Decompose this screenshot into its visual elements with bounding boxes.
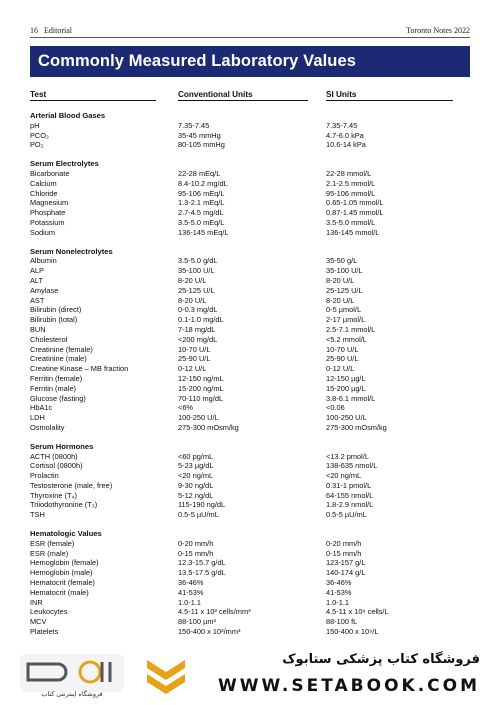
table-row xyxy=(30,539,470,549)
si-value: 95-106 mmol/L xyxy=(326,188,376,198)
table-row xyxy=(30,276,470,286)
test-name: HbA1c xyxy=(30,403,53,413)
section-title: Serum Nonelectrolytes xyxy=(30,246,113,256)
test-name: Bilirubin (direct) xyxy=(30,305,82,315)
conventional-value: 4.5-11 x 10³ cells/mm³ xyxy=(178,607,251,617)
si-value: 0-12 U/L xyxy=(326,364,355,374)
test-name: ACTH (0800h) xyxy=(30,451,78,461)
table-section xyxy=(30,111,470,150)
conventional-value: 7-18 mg/dL xyxy=(178,324,216,334)
table-row xyxy=(30,266,470,276)
conventional-value: 8.4-10.2 mg/dL xyxy=(178,178,228,188)
table-row xyxy=(30,423,470,433)
conventional-value: 2.7-4.5 mg/dL xyxy=(178,208,224,218)
conventional-value: 70-110 mg/dL xyxy=(178,393,224,403)
test-name: ALP xyxy=(30,266,44,276)
conventional-value: 1.0-1.1 xyxy=(178,597,202,607)
si-value: 0-20 mm/h xyxy=(326,538,362,548)
table-row xyxy=(30,568,470,578)
test-name: AST xyxy=(30,295,45,305)
conventional-value: 0.5-5 µU/mL xyxy=(178,510,219,520)
si-value: 100-250 U/L xyxy=(326,413,367,423)
conventional-value: <60 pg/mL xyxy=(178,451,214,461)
si-value: 25-90 U/L xyxy=(326,354,359,364)
conventional-value: 10-70 U/L xyxy=(178,344,211,354)
table-row xyxy=(30,510,470,520)
chevron-logo-icon xyxy=(143,656,189,701)
header-divider xyxy=(30,37,470,38)
table-row xyxy=(30,198,470,208)
test-name: Phosphate xyxy=(30,208,66,218)
si-value: 123-157 g/L xyxy=(326,558,366,568)
section-title: Serum Hormones xyxy=(30,441,94,451)
table-row xyxy=(30,286,470,296)
conventional-value: 41-53% xyxy=(178,587,204,597)
table-row xyxy=(30,169,470,179)
column-header-row xyxy=(30,90,470,102)
test-name: PO₂ xyxy=(30,140,44,150)
table-row xyxy=(30,461,470,471)
logo-tagline: فروشگاه اینترنتی کتاب xyxy=(41,691,103,698)
conventional-value: 35-100 U/L xyxy=(178,266,215,276)
test-name: ESR (female) xyxy=(30,538,75,548)
table-row xyxy=(30,305,470,315)
table-row xyxy=(30,345,470,355)
conventional-value: 35-45 mmHg xyxy=(178,130,221,140)
table-row xyxy=(30,403,470,413)
column-header-conventional: Conventional Units xyxy=(178,90,308,101)
si-value: <13.2 pmol/L xyxy=(326,451,369,461)
running-header xyxy=(30,26,470,35)
table-row xyxy=(30,179,470,189)
si-value: 0-5 µmol/L xyxy=(326,305,362,315)
test-name: Thyroxine (T₄) xyxy=(30,490,77,500)
conventional-value: <6% xyxy=(178,403,193,413)
table-row xyxy=(30,558,470,568)
test-name: Chloride xyxy=(30,188,58,198)
table-row xyxy=(30,481,470,491)
test-name: Ferritin (female) xyxy=(30,373,83,383)
conventional-value: 275-300 mOsm/kg xyxy=(178,422,239,432)
si-value: 138-635 nmol/L xyxy=(326,461,378,471)
table-section xyxy=(30,159,470,237)
si-value: 3.5-5.0 mmol/L xyxy=(326,217,376,227)
test-name: ALT xyxy=(30,275,44,285)
section-title: Arterial Blood Gases xyxy=(30,111,106,120)
table-row xyxy=(30,617,470,627)
table-row xyxy=(30,335,470,345)
si-value: 0.5-5 µU/mL xyxy=(326,510,367,520)
conventional-value: 5-12 ng/dL xyxy=(178,490,214,500)
table-row xyxy=(30,588,470,598)
si-value: <5.2 mmol/L xyxy=(326,334,367,344)
table-body xyxy=(30,111,470,637)
si-value: 36-46% xyxy=(326,578,352,588)
table-row xyxy=(30,325,470,335)
conventional-value: 25-125 U/L xyxy=(178,285,215,295)
si-value: 8-20 U/L xyxy=(326,295,355,305)
si-value: 1.0-1.1 xyxy=(326,597,350,607)
test-name: pH xyxy=(30,120,40,130)
conventional-value: 0.1-1.0 mg/dL xyxy=(178,315,224,325)
si-value: 1.8-2.9 nmol/L xyxy=(326,500,374,510)
conventional-value: 5-23 µg/dL xyxy=(178,461,214,471)
si-value: 8-20 U/L xyxy=(326,275,355,285)
conventional-value: 0-15 mm/h xyxy=(178,548,214,558)
table-row xyxy=(30,384,470,394)
si-value: 136-145 mmol/L xyxy=(326,227,380,237)
conventional-value: 22-28 mEq/L xyxy=(178,168,221,178)
table-row xyxy=(30,256,470,266)
table-row xyxy=(30,374,470,384)
test-name: Albumin xyxy=(30,256,57,266)
test-name: Leukocytes xyxy=(30,607,68,617)
test-name: Hematocrit (female) xyxy=(30,578,95,588)
book-title: Toronto Notes 2022 xyxy=(406,26,470,35)
test-name: Bicarbonate xyxy=(30,168,70,178)
conventional-value: 88-100 µm³ xyxy=(178,617,216,627)
table-row xyxy=(30,394,470,404)
test-name: Sodium xyxy=(30,227,56,237)
test-name: Cortisol (0800h) xyxy=(30,461,83,471)
table-row xyxy=(30,218,470,228)
test-name: Osmolality xyxy=(30,422,65,432)
si-value: 12-150 µg/L xyxy=(326,373,366,383)
si-value: 0.87-1.45 mmol/L xyxy=(326,208,384,218)
test-name: Bilirubin (total) xyxy=(30,315,78,325)
table-row xyxy=(30,578,470,588)
si-value: 41-53% xyxy=(326,587,352,597)
si-value: 0.31-1 pmol/L xyxy=(326,480,372,490)
si-value: <0.06 xyxy=(326,403,345,413)
si-value: 64-155 nmol/L xyxy=(326,490,374,500)
si-value: 140-174 g/L xyxy=(326,568,366,578)
table-row xyxy=(30,491,470,501)
table-row xyxy=(30,140,470,150)
conventional-value: 8-20 U/L xyxy=(178,275,207,285)
test-name: Creatine Kinase – MB fraction xyxy=(30,364,129,374)
si-value: 15-200 µg/L xyxy=(326,383,366,393)
test-name: BUN xyxy=(30,324,46,334)
test-name: Testosterone (male, free) xyxy=(30,480,113,490)
conventional-value: 3.5-5.0 mEq/L xyxy=(178,217,225,227)
conventional-value: 80-105 mmHg xyxy=(178,140,225,150)
table-row xyxy=(30,452,470,462)
conventional-value: 12.3-15.7 g/dL xyxy=(178,558,226,568)
si-value: 10-70 U/L xyxy=(326,344,359,354)
table-row xyxy=(30,354,470,364)
conventional-value: <20 ng/mL xyxy=(178,471,214,481)
table-row xyxy=(30,471,470,481)
conventional-value: 15-200 ng/mL xyxy=(178,383,224,393)
si-value: 275-300 mOsm/kg xyxy=(326,422,387,432)
section-title: Serum Electrolytes xyxy=(30,159,99,169)
si-value: 2-17 µmol/L xyxy=(326,315,366,325)
conventional-value: 0-0.3 mg/dL xyxy=(178,305,218,315)
test-name: Hemoglobin (female) xyxy=(30,558,99,568)
conventional-value: 100-250 U/L xyxy=(178,413,219,423)
store-name: فروشگاه کتاب پزشکی ستابوک xyxy=(282,652,480,667)
column-header-si: SI Units xyxy=(326,90,453,101)
test-name: Hematocrit (male) xyxy=(30,587,89,597)
test-name: Cholesterol xyxy=(30,334,68,344)
column-header-test: Test xyxy=(30,90,156,101)
test-name: Creatinine (male) xyxy=(30,354,87,364)
si-value: 2.5-7.1 mmol/L xyxy=(326,324,376,334)
table-row xyxy=(30,189,470,199)
section-name: Editorial xyxy=(44,26,72,35)
table-row xyxy=(30,131,470,141)
table-row xyxy=(30,364,470,374)
conventional-value: 9-30 ng/dL xyxy=(178,480,214,490)
test-name: TSH xyxy=(30,510,45,520)
lab-values-table xyxy=(30,90,470,637)
test-name: Potassium xyxy=(30,217,65,227)
table-row xyxy=(30,121,470,131)
test-name: Glucose (fasting) xyxy=(30,393,86,403)
conventional-value: 8-20 U/L xyxy=(178,295,207,305)
table-row xyxy=(30,607,470,617)
conventional-value: 150-400 x 10³/mm³ xyxy=(178,627,241,637)
table-row xyxy=(30,500,470,510)
test-name: MCV xyxy=(30,617,47,627)
table-row xyxy=(30,413,470,423)
test-name: Creatinine (female) xyxy=(30,344,93,354)
test-name: PCO₂ xyxy=(30,130,49,140)
test-name: Calcium xyxy=(30,178,57,188)
si-value: 88-100 fL xyxy=(326,617,358,627)
test-name: Hemoglobin (male) xyxy=(30,568,93,578)
table-row xyxy=(30,627,470,637)
si-value: 3.8-6.1 mmol/L xyxy=(326,393,376,403)
conventional-value: 7.35-7.45 xyxy=(178,120,210,130)
test-name: Amylase xyxy=(30,285,59,295)
si-value: 25-125 U/L xyxy=(326,285,363,295)
page-number: 16 xyxy=(30,26,38,35)
si-value: 35-100 U/L xyxy=(326,266,363,276)
si-value: 22-28 mmol/L xyxy=(326,168,372,178)
si-value: 7.35-7.45 xyxy=(326,120,358,130)
si-value: 0-15 mm/h xyxy=(326,548,362,558)
table-row xyxy=(30,208,470,218)
si-value: 10.6-14 kPa xyxy=(326,140,366,150)
running-header-left xyxy=(30,26,72,35)
conventional-value: 13.5-17.5 g/dL xyxy=(178,568,226,578)
conventional-value: 0-20 mm/h xyxy=(178,538,214,548)
si-value: 0.65-1.05 mmol/L xyxy=(326,198,384,208)
table-section xyxy=(30,247,470,433)
conventional-value: 0-12 U/L xyxy=(178,364,207,374)
table-row xyxy=(30,598,470,608)
test-name: Ferritin (male) xyxy=(30,383,76,393)
conventional-value: <200 mg/dL xyxy=(178,334,218,344)
table-row xyxy=(30,228,470,238)
conventional-value: 36-46% xyxy=(178,578,204,588)
page-title: Commonly Measured Laboratory Values xyxy=(38,52,357,70)
si-value: 2.1-2.5 mmol/L xyxy=(326,178,376,188)
test-name: LDH xyxy=(30,413,45,423)
test-name: Platelets xyxy=(30,627,59,637)
conventional-value: 25-90 U/L xyxy=(178,354,211,364)
test-name: ESR (male) xyxy=(30,548,69,558)
conventional-value: 3.5-5.0 g/dL xyxy=(178,256,218,266)
si-value: 35-50 g/L xyxy=(326,256,358,266)
table-row xyxy=(30,296,470,306)
conventional-value: 115-190 ng/dL xyxy=(178,500,226,510)
si-value: <20 ng/mL xyxy=(326,471,362,481)
store-website: WWW.SETABOOK.COM xyxy=(218,676,480,696)
test-name: Prolactin xyxy=(30,471,59,481)
table-row xyxy=(30,549,470,559)
conventional-value: 1.3-2.1 mEq/L xyxy=(178,198,225,208)
test-name: Magnesium xyxy=(30,198,69,208)
setabook-logo xyxy=(20,654,124,692)
conventional-value: 95-106 mEq/L xyxy=(178,188,225,198)
table-section xyxy=(30,529,470,637)
watermark-banner xyxy=(0,650,500,705)
conventional-value: 12-150 ng/mL xyxy=(178,373,224,383)
table-row xyxy=(30,315,470,325)
si-value: 4.5-11 x 10⁹ cells/L xyxy=(326,607,389,617)
conventional-value: 136-145 mEq/L xyxy=(178,227,229,237)
test-name: Triiodothyronine (T₃) xyxy=(30,500,98,510)
section-title: Hematologic Values xyxy=(30,529,102,539)
si-value: 4.7-6.0 kPa xyxy=(326,130,364,140)
table-section xyxy=(30,442,470,520)
si-value: 150-400 x 10⁹/L xyxy=(326,627,379,637)
title-banner xyxy=(30,46,470,77)
test-name: INR xyxy=(30,597,43,607)
